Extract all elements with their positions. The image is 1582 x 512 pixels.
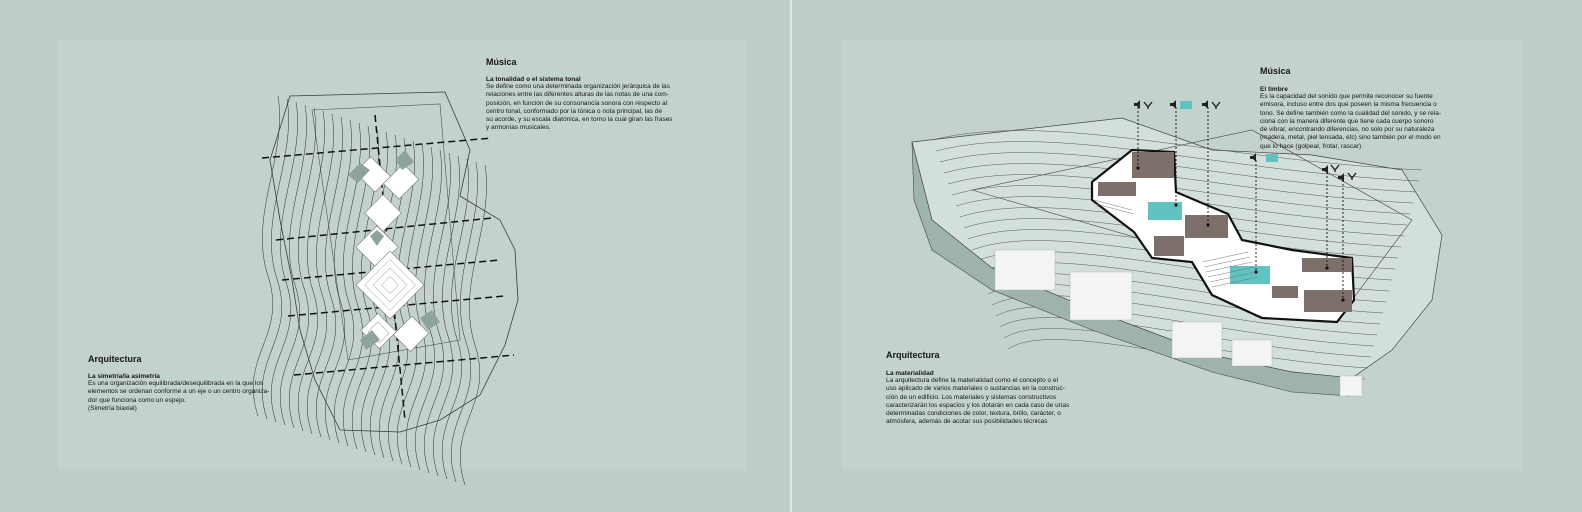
body-line: emisora, incluso entre dos que poseen la misma frecuencia o — [1260, 101, 1437, 109]
body-line: ción de un edificio. Los materiales y sistemas constructivos — [886, 393, 1057, 401]
body-line: caracterizarán los espacios y los dotarán en cada caso de unas — [886, 401, 1070, 409]
right-musica-block — [1260, 66, 1441, 151]
body-line: uso aplicado de varios materiales o sustancias en la construc- — [886, 385, 1065, 393]
body-line: Es la capacidad del sonido que permite reconocer su fuente — [1260, 93, 1433, 100]
body-line: posición, en función de su consonancia sonora con respecto al — [486, 99, 668, 107]
right-arquitectura-subheading: La materialidad — [886, 370, 934, 377]
body-line: y armonías musicales. — [486, 124, 551, 132]
body-line: determinadas condiciones de color, textura, brillo, carácter, o — [886, 410, 1061, 418]
left-arquitectura-heading: Arquitectura — [88, 354, 142, 364]
right-musica-heading: Música — [1260, 66, 1291, 76]
right-arquitectura-heading: Arquitectura — [886, 350, 940, 360]
body-line: atmósfera, además de acotar sus posibilidades técnicas — [886, 418, 1048, 426]
body-line: La arquitectura define la materialidad como el concepto o el — [886, 377, 1058, 384]
body-line: centro tonal, conformado por la tónica o nota principal, las de — [486, 107, 662, 115]
right-page — [792, 0, 1582, 512]
left-musica-subheading: La tonalidad o el sistema tonal — [486, 76, 581, 83]
right-arquitectura-body — [886, 377, 1069, 427]
body-line: ciona con la manera diferente que tiene cada cuerpo sonoro — [1260, 117, 1434, 125]
body-line: (Simetría biaxial) — [88, 404, 137, 412]
body-line: tono. Se define también como la cualidad del sonido, y se rela- — [1260, 109, 1442, 117]
building-volumes — [348, 144, 440, 366]
contour-line — [460, 165, 486, 485]
left-musica-body — [486, 83, 672, 133]
body-line: (madera, metal, piel tensada, etc) sino también por el modo en — [1260, 134, 1441, 142]
right-musica-subheading: El timbre — [1260, 86, 1288, 93]
left-arquitectura-subheading: La simetría/la asimetría — [88, 373, 160, 380]
left-page — [0, 0, 790, 512]
left-musica-heading: Música — [486, 57, 517, 67]
left-musica-block — [486, 57, 672, 133]
right-arquitectura-block — [886, 350, 1069, 427]
materiality-axonometric — [792, 0, 1582, 512]
body-line: Se define como una determinada organización jerárquica de las — [486, 83, 670, 90]
left-arquitectura-body — [88, 380, 269, 413]
body-line: de vibrar, encontrando diferencias, no solo por su naturaleza — [1260, 126, 1435, 134]
body-line: Es una organización equilibrada/desequilibrada en la que los — [88, 380, 264, 387]
body-line: dor que funciona como un espejo. — [88, 396, 186, 404]
body-line: su acorde, y su escala diatónica, en torno la cual giran las frases — [486, 116, 673, 124]
body-line: relaciones entre las diferentes alturas de las notas de una com- — [486, 91, 669, 99]
right-musica-body — [1260, 93, 1441, 151]
body-line: elementos se ordenan conforme a un eje o un centro organiza- — [88, 388, 270, 396]
body-line: que lo hace (golpear, frotar, rascar) — [1260, 142, 1362, 150]
contour-line — [451, 162, 477, 482]
left-arquitectura-block — [88, 354, 269, 413]
